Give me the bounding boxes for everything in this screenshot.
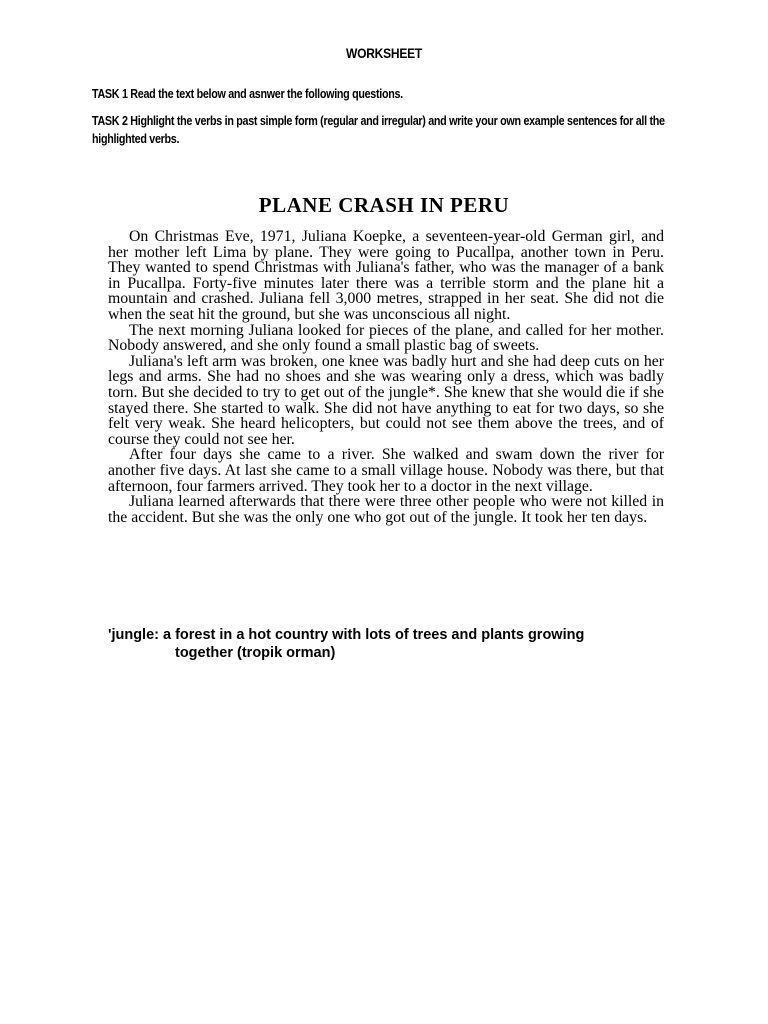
story-title: PLANE CRASH IN PERU	[258, 193, 510, 217]
story-text	[108, 229, 664, 525]
footnote-translation: together (tropik orman)	[175, 645, 336, 661]
task-1-instruction: TASK 1 Read the text below and asnwer the following questions.	[92, 87, 403, 101]
story-paragraph-5: Juliana learned afterwards that there were three other people who were not killed in the accident. But she was the only one who got out of the jungle. It took her ten days.	[108, 493, 664, 526]
jungle-footnote	[108, 626, 668, 662]
footnote-definition: 'jungle: a forest in a hot country with lots of trees and plants growing	[108, 627, 585, 643]
story-paragraph-2: The next morning Juliana looked for pieces of the plane, and called for her mother. Nobody answered, and she only found a small plastic bag of sweets.	[108, 321, 664, 355]
story-paragraph-1: On Christmas Eve, 1971, Juliana Koepke, a seventeen-year-old German girl, and her mother left Lima by plane. They were going to Pucallpa, another town in Peru. They wanted to spend Christmas with Juliana's father, who was the manager of a bank in Pucallpa. Forty-five minutes later there was a terrible storm and the plane hit a mountain and crashed. Juliana fell 3,000 metres, strapped in her seat. She did not die when the seat hit the ground, but she was unconscious all night.	[108, 228, 664, 323]
story-paragraph-4: After four days she came to a river. She walked and swam down the river for another five days. At last she came to a small village house. Nobody was there, but that afternoon, four farmers arrived. They took her to a doctor in the next village.	[108, 446, 664, 495]
worksheet-title: WORKSHEET	[346, 45, 422, 61]
story-paragraph-3: Juliana's left arm was broken, one knee was badly hurt and she had deep cuts on her legs and arms. She had no shoes and she was wearing only a dress, which was badly torn. But she decided to try to get out of the jungle*. She knew that she would die if she stayed there. She started to walk. She did not have anything to eat for two days, so she felt very weak. She heard helicopters, but could not see them above the trees, and of course they could not see her.	[108, 352, 664, 448]
task-2-instruction: TASK 2 Highlight the verbs in past simple form (regular and irregular) and write your own example sentences for all the highlighted verbs.	[92, 114, 665, 146]
